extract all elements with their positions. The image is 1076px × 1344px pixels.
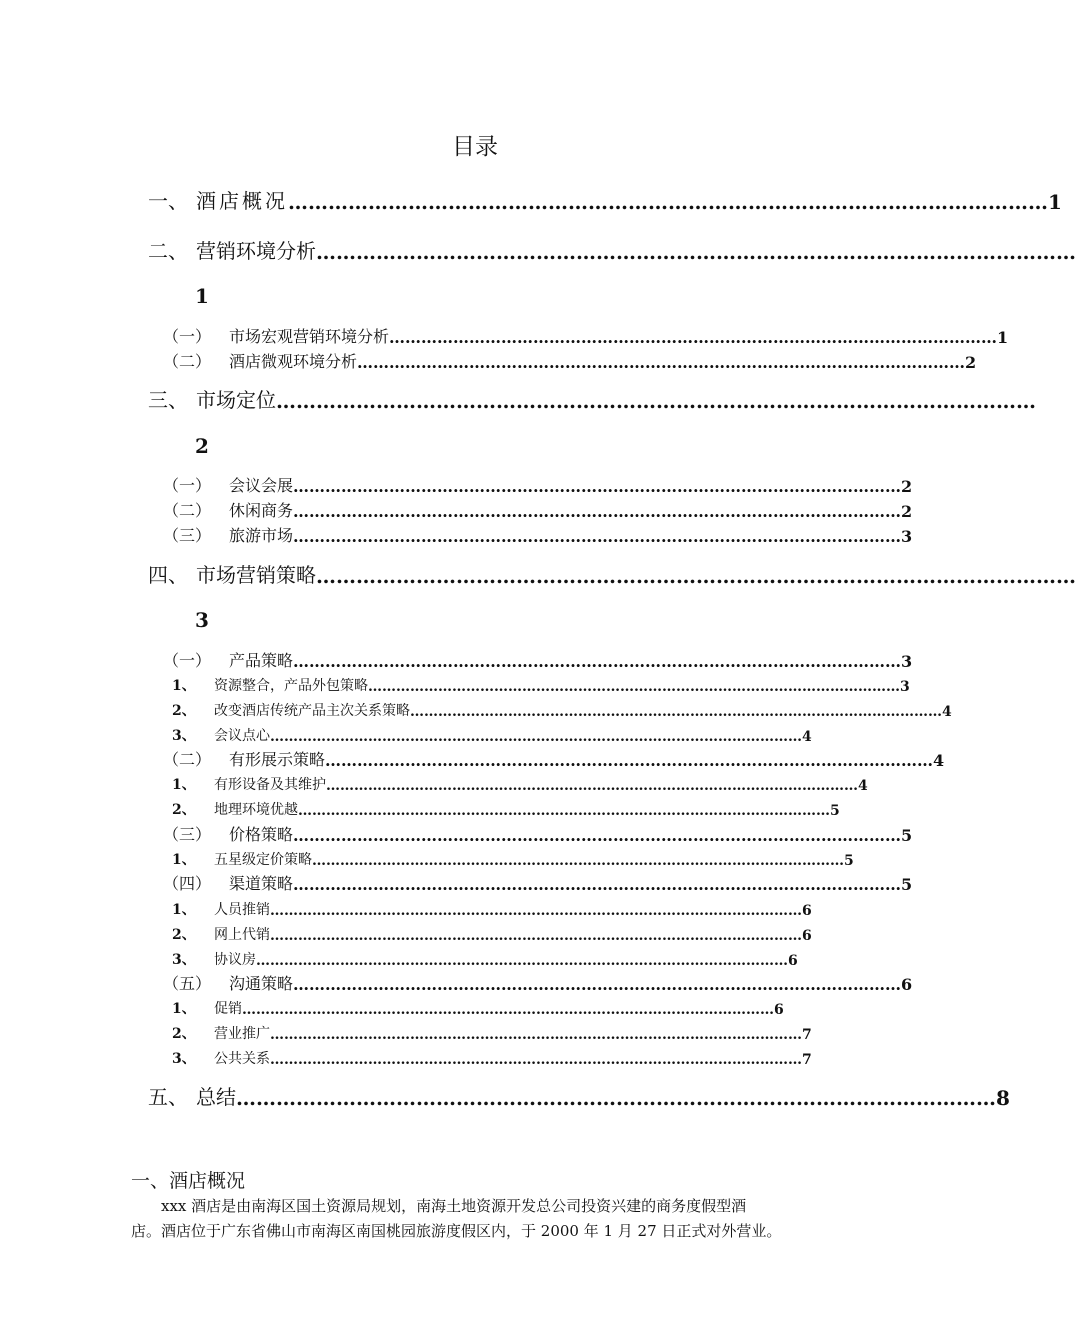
toc-entry-number: 3、 [172,1051,196,1067]
toc-entry[interactable] [163,870,913,894]
toc-entry-page: 7 [802,1052,812,1068]
toc-entry-number: （二） [163,750,212,769]
toc-entry-page: 1 [997,328,1009,347]
toc-dot-leader: …………………………………………………………………………………………………… [270,1027,802,1043]
toc-entry[interactable] [163,472,913,496]
toc-entry-number: 四、 [148,563,188,587]
toc-entry[interactable] [172,996,784,1018]
toc-entry[interactable] [172,723,812,745]
toc-entry-page: 1 [1048,190,1062,214]
toc-entry[interactable] [163,970,913,994]
toc-entry[interactable] [148,1080,1010,1110]
toc-entry-label: 市场宏观营销环境分析 [229,327,390,346]
toc-entry[interactable] [163,522,913,546]
toc-entry-label: 网上代销 [214,927,270,943]
toc-dot-leader: …………………………………………………………………………………………………… [325,751,934,770]
toc-dot-leader: …………………………………………………………………………………………………… [298,803,830,819]
toc-dot-leader: …………………………………………………………………………………………………… [410,704,942,720]
toc-entry-number: （四） [163,874,212,893]
toc-entry-label: 地理环境优越 [214,802,298,818]
toc-entry-page: 6 [901,975,913,994]
toc-dot-leader: …………………………………………………………………………………………………… [293,502,902,521]
toc-entry-page: 4 [933,751,945,770]
toc-entry-number: 2、 [172,703,196,719]
toc-entry-label: 市场营销策略 [196,563,316,587]
toc-dot-leader: …………………………………………………………………………………………………… [293,875,902,894]
toc-dot-leader: …………………………………………………………………………………………………… [293,975,902,994]
toc-dot-leader: …………………………………………………………………………………………………… [368,679,900,695]
toc-entry[interactable] [172,772,868,794]
toc-entry[interactable] [172,922,812,944]
section-heading: 一、酒店概况 [131,1170,246,1192]
toc-dot-leader: …………………………………………………………………………………………………… [288,190,1048,214]
toc-entry[interactable] [163,497,913,521]
toc-dot-leader: …………………………………………………………………………………………………… [293,477,902,496]
toc-entry-page: 4 [858,778,868,794]
toc-entry-label: 促销 [214,1001,242,1017]
toc-entry-number: （一） [163,327,212,346]
toc-entry-label: 人员推销 [214,902,270,918]
toc-entry-label: 渠道策略 [229,874,294,893]
toc-entry[interactable] [163,323,1009,347]
toc-dot-leader: …………………………………………………………………………………………………… [316,240,1076,264]
toc-entry[interactable] [148,234,1076,264]
toc-entry[interactable] [172,1046,812,1068]
toc-entry-number: （三） [163,825,212,844]
toc-entry-label: 总结 [196,1085,236,1109]
toc-entry-label: 营业推广 [214,1026,270,1042]
toc-dot-leader: …………………………………………………………………………………………………… [270,928,802,944]
toc-entry[interactable] [172,797,840,819]
toc-entry-number: （二） [163,352,212,371]
toc-entry[interactable] [172,673,910,695]
toc-entry-label: 酒店概况 [196,189,288,213]
toc-entry-label: 休闲商务 [229,501,294,520]
toc-dot-leader: …………………………………………………………………………………………………… [256,953,788,969]
toc-entry-label: 沟通策略 [229,974,294,993]
toc-entry[interactable] [172,698,952,720]
toc-entry-page: 4 [802,729,812,745]
toc-entry-page: 1 [195,284,209,308]
toc-dot-leader: …………………………………………………………………………………………………… [326,778,858,794]
toc-entry-label: 会议会展 [229,476,294,495]
toc-entry-number: 1、 [172,852,196,868]
toc-entry-label: 酒店微观环境分析 [229,352,358,371]
toc-entry-number: 2、 [172,1026,196,1042]
toc-entry-page: 6 [802,903,812,919]
toc-entry-number: 三、 [148,388,188,412]
toc-entry-page: 3 [901,652,913,671]
toc-dot-leader: …………………………………………………………………………………………………… [389,328,998,347]
toc-dot-leader: …………………………………………………………………………………………………… [270,903,802,919]
toc-entry[interactable] [148,184,1062,214]
toc-entry-page: 6 [774,1002,784,1018]
toc-entry-number: 一、 [148,189,188,213]
toc-entry[interactable] [163,821,913,845]
toc-entry-label: 五星级定价策略 [214,852,312,868]
toc-entry-number: 1、 [172,1001,196,1017]
toc-entry[interactable] [172,1021,812,1043]
toc-entry[interactable] [148,383,1036,413]
toc-entry-label: 会议点心 [214,728,270,744]
toc-entry-label: 有形展示策略 [229,750,326,769]
toc-entry-label: 旅游市场 [229,526,294,545]
toc-dot-leader: …………………………………………………………………………………………………… [270,1052,802,1068]
toc-entry-label: 产品策略 [229,651,294,670]
toc-entry-page: 2 [195,434,209,458]
toc-entry-number: （三） [163,526,212,545]
toc-dot-leader: …………………………………………………………………………………………………… [312,853,844,869]
toc-entry-number: 1、 [172,777,196,793]
toc-entry-page: 4 [942,704,952,720]
toc-entry-label: 改变酒店传统产品主次关系策略 [214,703,410,719]
toc-entry-label: 有形设备及其维护 [214,777,326,793]
toc-dot-leader: …………………………………………………………………………………………………… [270,729,802,745]
toc-entry-page: 5 [901,875,913,894]
toc-entry-page: 2 [901,502,913,521]
toc-entry[interactable] [163,647,913,671]
body-paragraph-line: 店。酒店位于广东省佛山市南海区南国桃园旅游度假区内，于 2000 年 1 月 27 日正式对外营业。 [131,1222,782,1240]
toc-entry-number: 1、 [172,678,196,694]
toc-dot-leader: …………………………………………………………………………………………………… [236,1086,996,1110]
toc-entry-number: 1、 [172,902,196,918]
toc-entry-label: 市场定位 [196,388,276,412]
toc-entry-page: 5 [901,826,913,845]
toc-entry-page: 3 [900,679,910,695]
toc-entry-page: 2 [965,353,977,372]
toc-entry-page: 6 [788,953,798,969]
toc-dot-leader: …………………………………………………………………………………………………… [316,564,1076,588]
toc-dot-leader: …………………………………………………………………………………………………… [293,527,902,546]
toc-dot-leader: …………………………………………………………………………………………………… [242,1002,774,1018]
toc-entry[interactable] [148,558,1076,588]
toc-entry-page: 2 [901,477,913,496]
toc-entry-page: 5 [830,803,840,819]
toc-entry-label: 协议房 [214,952,256,968]
toc-dot-leader: …………………………………………………………………………………………………… [293,652,902,671]
toc-entry[interactable] [163,746,945,770]
toc-entry-number: 3、 [172,952,196,968]
toc-dot-leader: …………………………………………………………………………………………………… [276,389,1036,413]
toc-entry-number: （五） [163,974,212,993]
toc-entry-label: 资源整合，产品外包策略 [214,678,368,694]
toc-entry-page: 3 [901,527,913,546]
toc-entry-number: 二、 [148,239,188,263]
toc-entry-page: 3 [195,608,209,632]
toc-dot-leader: …………………………………………………………………………………………………… [293,826,902,845]
toc-dot-leader: …………………………………………………………………………………………………… [357,353,966,372]
toc-entry-label: 营销环境分析 [196,239,316,263]
toc-entry-number: 2、 [172,802,196,818]
toc-entry-page: 6 [802,928,812,944]
toc-entry[interactable] [163,348,977,372]
toc-entry-label: 价格策略 [229,825,294,844]
toc-entry-page: 5 [844,853,854,869]
toc-title: 目录 [452,134,498,160]
toc-entry-number: （一） [163,651,212,670]
toc-entry-number: 3、 [172,728,196,744]
toc-entry-number: （一） [163,476,212,495]
toc-entry-number: （二） [163,501,212,520]
toc-entry-page: 8 [996,1086,1010,1110]
toc-entry-label: 公共关系 [214,1051,270,1067]
body-paragraph-line: xxx 酒店是由南海区国土资源局规划，南海土地资源开发总公司投资兴建的商务度假型酒 [161,1197,747,1215]
toc-entry[interactable] [172,947,798,969]
toc-entry[interactable] [172,847,854,869]
toc-entry-number: 2、 [172,927,196,943]
toc-entry-number: 五、 [148,1085,188,1109]
toc-entry[interactable] [172,897,812,919]
toc-entry-page: 7 [802,1027,812,1043]
